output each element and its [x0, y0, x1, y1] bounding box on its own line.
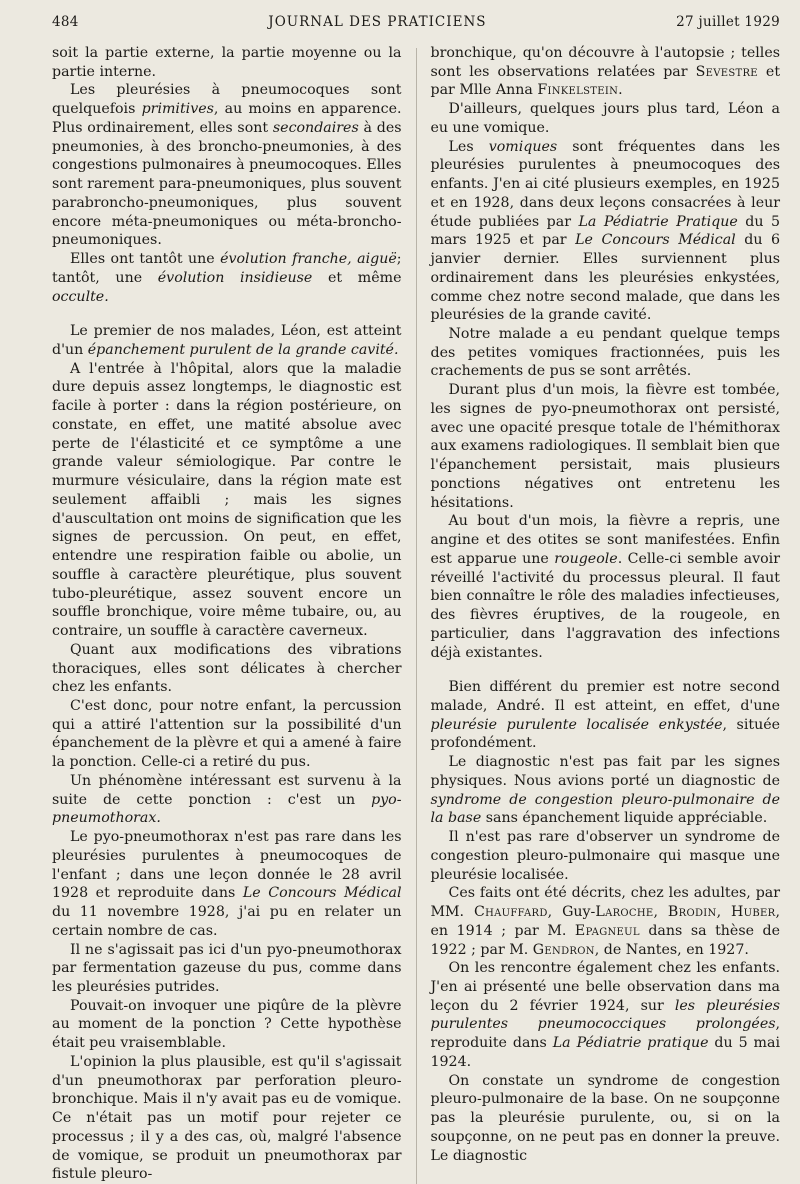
paragraph [52, 322, 402, 359]
paragraph [431, 884, 781, 959]
paragraph [52, 360, 402, 641]
text-run: L'opinion la plus plausible, est qu'il s'agissait d'un pneumothorax par perforation pleuro-bronchique. Mais il n'y avait pas eu de vomique. Ce n'était pas un motif pour rejeter ce processus ; il y a des cas, où, malgré l'absence de vomique, se produit un pneumothorax par fistule pleuro- [52, 1053, 402, 1183]
paragraph [431, 678, 781, 753]
italic-run: Le Concours Médical [575, 232, 736, 249]
smallcaps-run: Brodin [667, 904, 717, 921]
text-run: sont fréquentes dans les pleurésies purulentes à pneumocoques des enfants. J'en ai cité plusieurs exemples, en 1925 et en 1928, dans deux leçons consacrées à leur étude publiées par [430, 138, 781, 230]
italic-run: syndrome de congestion pleuro-pulmonaire de la base [430, 791, 781, 827]
text-run: , de Nantes, en 1927. [594, 941, 749, 958]
smallcaps-run: Laroche [595, 904, 654, 921]
smallcaps-run: Huber [731, 904, 776, 921]
paragraph [431, 959, 781, 1071]
italic-run: primitives [141, 101, 214, 118]
text-run: Pouvait-on invoquer une piqûre de la plèvre au moment de la ponction ? Cette hypothèse était peu vraisemblable. [52, 997, 402, 1052]
text-run: du 11 novembre 1928, j'ai pu en relater un certain nombre de cas. [52, 904, 402, 939]
text-run: C'est donc, pour notre enfant, la percussion qui a attiré l'attention sur la possibilité d'un épanchement de la plèvre et qui a amené à faire la ponction. Celle-ci a retiré du pus. [52, 697, 402, 771]
italic-run: pleurésie purulente localisée enkystée [430, 716, 723, 733]
text-columns [52, 44, 780, 1184]
paragraph [431, 512, 781, 662]
page-header [52, 14, 780, 44]
text-run: sans épanchement liquide appréciable. [481, 810, 768, 827]
text-run: du 6 janvier dernier. Elles surviennent plus ordinairement dans les pleurésies enkystées, comme chez notre second malade, que dans les pleurésies de la grande cavité. [430, 232, 781, 324]
paragraph [52, 697, 402, 772]
text-run: , située profondément. [430, 716, 781, 752]
paragraph [52, 828, 402, 940]
smallcaps-run: Epagneul [574, 922, 640, 939]
paragraph [52, 81, 402, 250]
page-number: 484 [52, 14, 79, 30]
italic-run: La Pédiatrie Pratique [578, 213, 738, 230]
text-run: Les pleurésies à pneumocoques sont quelquefois [52, 82, 402, 118]
text-run: , [716, 904, 731, 921]
italic-run: La Pédiatrie pratique [552, 1035, 709, 1052]
text-run: , au moins en apparence. Plus ordinairement, elles sont [52, 101, 402, 136]
smallcaps-run: Finkelstein. [537, 82, 623, 99]
text-run: et par Mlle Anna [430, 63, 781, 99]
smallcaps-run: Gendron [532, 941, 595, 958]
text-run: du 5 mai 1924. [430, 1035, 780, 1070]
text-run: Durant plus d'un mois, la fièvre est tombée, les signes de pyo-pneumothorax ont persisté, avec une opacité presque totale de l'hémithorax aux examens radiologiques. Il semblait bien que l'épanchement persistait, mais plusieurs ponctions négatives ont entretenu les hésitations. [430, 382, 781, 511]
text-run: Le pyo-pneumothorax n'est pas rare dans les pleurésies purulentes à pneumocoques de l'enfant ; dans une leçon donnée le 28 avril 1928 et reproduite dans [52, 829, 402, 902]
italic-run: rougeole [554, 550, 618, 567]
paragraph [52, 1053, 402, 1184]
italic-run: évolution franche, aiguë [220, 251, 397, 268]
italic-run: pyo-pneumothorax. [52, 791, 402, 827]
text-run: Les [448, 138, 489, 155]
text-run: Bien différent du premier est notre second malade, André. Il est atteint, en effet, d'une [430, 679, 781, 714]
text-run: . Celle-ci semble avoir réveillé l'activité du processus pleural. Il faut bien connaître le rôle des maladies infectieuses, des fièvres éruptives, de la rougeole, en particulier, dans l'aggravation des infections déjà existantes. [430, 550, 781, 661]
text-run: Au bout d'un mois, la fièvre a repris, une angine et des otites se sont manifestées. Enfin est apparue une [430, 513, 781, 567]
right-column [431, 44, 781, 1184]
text-run: , reproduite dans [430, 1016, 781, 1052]
paragraph [431, 381, 781, 512]
paragraph [52, 641, 402, 697]
text-run: bronchique, qu'on découvre à l'autopsie ; telles sont les observations relatées par [430, 45, 781, 80]
column-divider [416, 48, 417, 1184]
text-run: A l'entrée à l'hôpital, alors que la maladie dure depuis assez longtemps, le diagnostic est facile à porter : dans la région postérieure, on constate, en effet, une matité absolue avec perte de l'élasticité et ce symptôme a une grande valeur sémiologique. Par contre le murmure vésiculaire, dans la région mate est seulement affaibli ; mais les signes d'auscultation ont moins de signification que les signes de percussion. On peut, en effet, entendre une respiration faible ou abolie, un souffle à caractère pleurétique, plus souvent tubo-pleurétique, assez souvent encore un souffle bronchique, voire même tubaire, ou, au contraire, un souffle à caractère caverneux. [52, 360, 402, 640]
paragraph [52, 772, 402, 828]
text-run: ; tantôt, une [52, 251, 402, 286]
paragraph [52, 250, 402, 306]
paragraph [52, 941, 402, 997]
text-run: , [653, 904, 668, 921]
paragraph [52, 44, 402, 81]
paragraph [431, 828, 781, 884]
journal-title: JOURNAL DES PRATICIENS [268, 14, 487, 30]
paragraph [431, 100, 781, 137]
text-run: On constate un syndrome de congestion pleuro-pulmonaire de la base. On ne soupçonne pas la pleurésie purulente, ou, si on la soupçonne, on ne peut pas en donner la preuve. Le diagnostic [430, 1072, 781, 1164]
text-run: Un phénomène intéressant est survenu à la suite de cette ponction : c'est un [52, 772, 402, 808]
text-run: à des pneumonies, à des broncho-pneumonies, à des congestions pulmonaires à pneumocoques. Elles sont rarement para-pneumoniques, plus souvent parabroncho-pneumoniques, plus souvent encore méta-pneumoniques ou méta-broncho-pneumoniques. [52, 119, 402, 249]
italic-run: les pleurésies purulentes pneumococciques prolongées [430, 997, 781, 1033]
italic-run: évolution insidieuse [157, 269, 313, 286]
italic-run: secondaires [272, 119, 359, 136]
text-run: Il ne s'agissait pas ici d'un pyo-pneumothorax par fermentation gazeuse du pus, comme dans les pleurésies putrides. [52, 941, 402, 995]
left-column [52, 44, 402, 1184]
text-run: Le premier de nos malades, Léon, est atteint d'un [52, 323, 402, 359]
text-run: Ces faits ont été décrits, chez les adultes, par MM. [430, 885, 781, 921]
text-run: Elles ont tantôt une [70, 251, 221, 268]
italic-run: Le Concours Médical [242, 885, 402, 902]
text-run: On les rencontre également chez les enfants. J'en ai présenté une belle observation dans ma leçon du 2 février 1924, sur [430, 960, 781, 1014]
italic-run: épanchement purulent de la grande cavité. [87, 342, 399, 359]
smallcaps-run: Chauffard [473, 904, 548, 921]
text-run: soit la partie externe, la partie moyenne ou la partie interne. [52, 45, 402, 80]
text-run: Il n'est pas rare d'observer un syndrome de congestion pleuro-pulmonaire qui masque une pleurésie localisée. [430, 829, 781, 883]
paragraph [431, 1072, 781, 1166]
text-run: dans sa thèse de 1922 ; par M. [430, 922, 781, 958]
italic-run: vomiques [488, 138, 558, 155]
text-run: du 5 mars 1925 et par [430, 213, 781, 249]
smallcaps-run: Sevestre [695, 63, 758, 80]
text-run: , en 1914 ; par M. [430, 904, 780, 939]
text-run: D'ailleurs, quelques jours plus tard, Léon a eu une vomique. [430, 101, 781, 136]
paragraph [431, 753, 781, 828]
paragraph [431, 44, 781, 100]
italic-run: occulte. [52, 288, 109, 305]
text-run: Notre malade a eu pendant quelque temps des petites vomiques fractionnées, puis les crachements de pus se sont arrêtés. [430, 326, 781, 380]
text-run: Le diagnostic n'est pas fait par les signes physiques. Nous avions porté un diagnostic de [430, 754, 781, 789]
paragraph [431, 325, 781, 381]
paragraph [431, 138, 781, 325]
issue-date: 27 juillet 1929 [676, 14, 780, 30]
paragraph [52, 997, 402, 1053]
text-run: , Guy- [547, 904, 596, 921]
text-run: et même [312, 269, 402, 286]
text-run: Quant aux modifications des vibrations thoraciques, elles sont délicates à chercher chez les enfants. [52, 641, 402, 696]
